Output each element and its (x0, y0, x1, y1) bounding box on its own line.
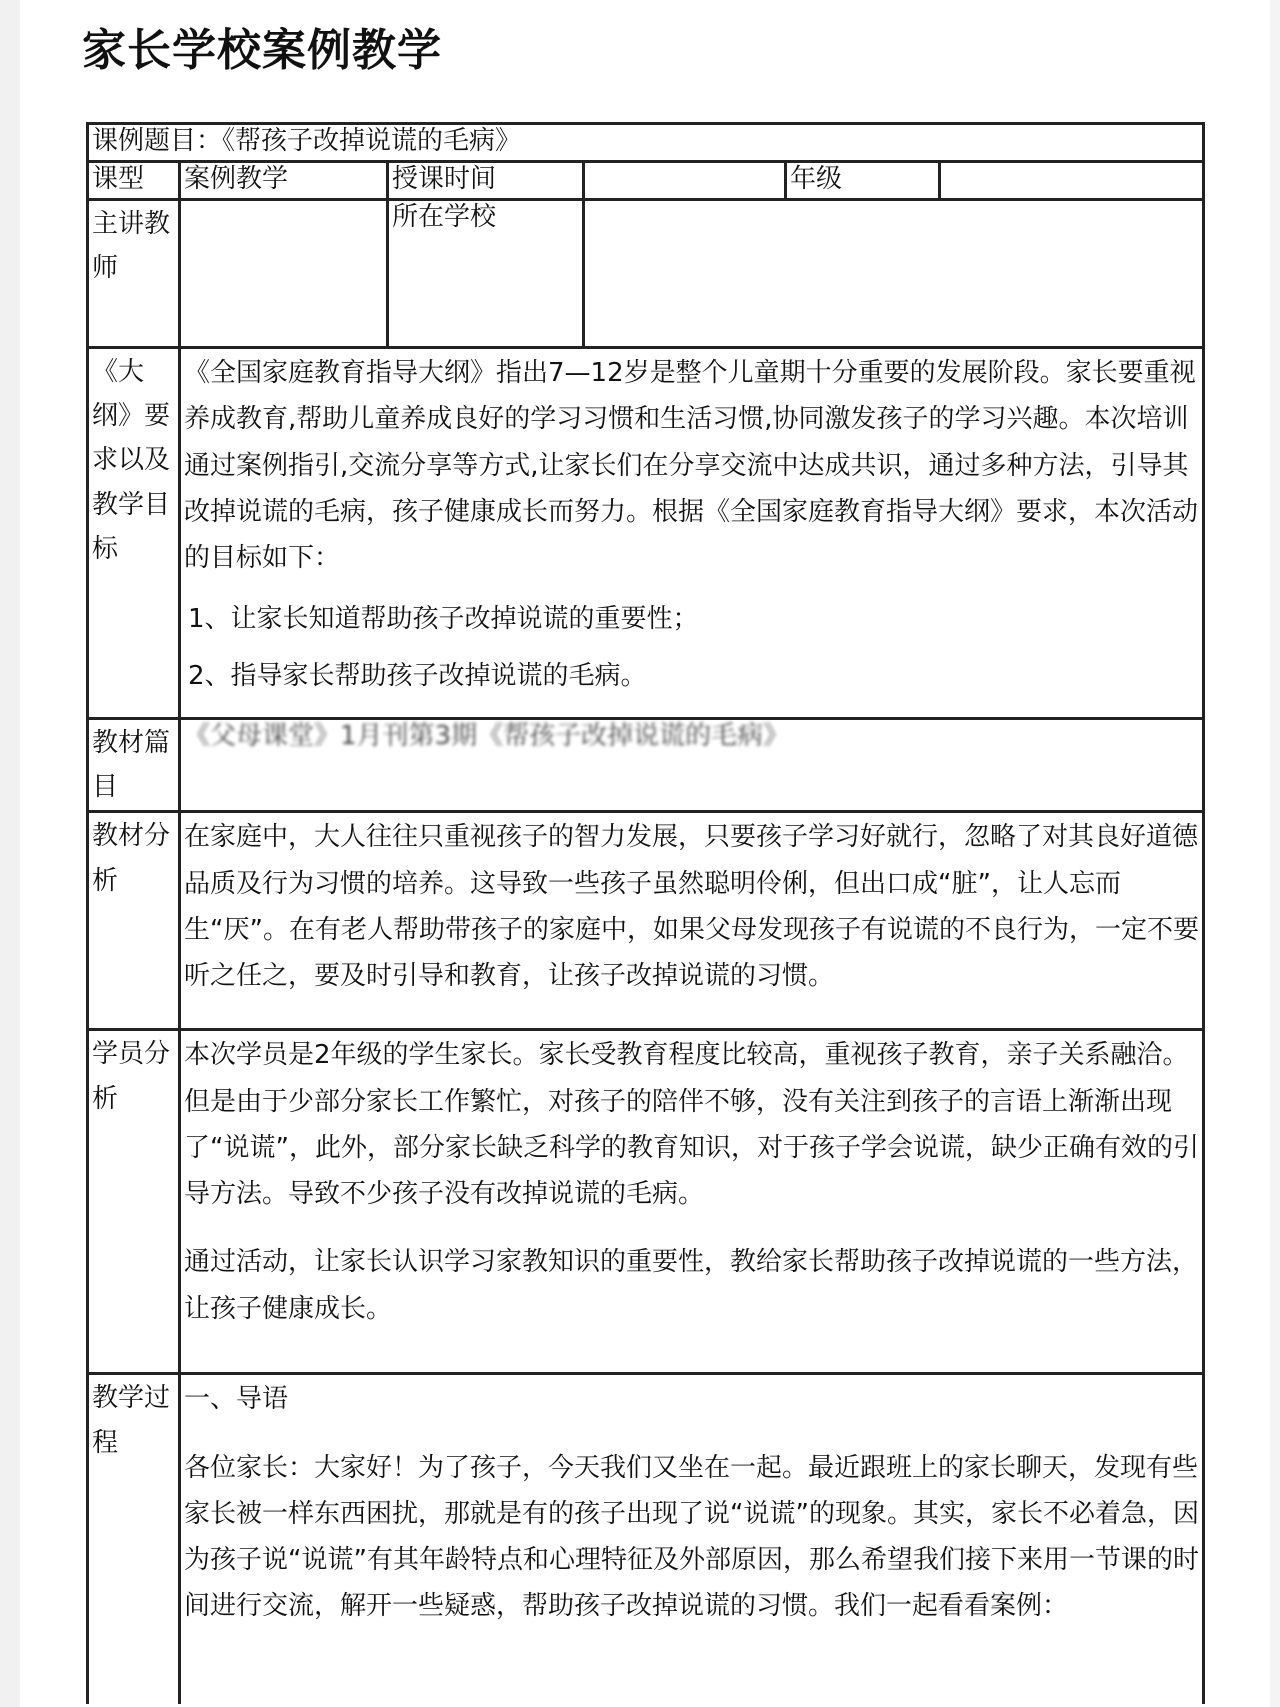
material-value: 《父母课堂》1月刊第3期《帮孩子改掉说谎的毛病》 (184, 721, 790, 751)
analysis-content (180, 812, 1204, 1030)
time-label: 授课时间 (388, 162, 584, 200)
goal-2: 2、指导家长帮助孩子改掉说谎的毛病。 (188, 660, 647, 691)
left-page-margin (0, 0, 20, 1707)
page-title: 家长学校案例教学 (82, 25, 442, 76)
school-label: 所在学校 (388, 200, 584, 348)
analysis-label: 教材分析 (88, 812, 180, 1030)
outline-label: 《大纲》要求以及教学目标 (88, 348, 180, 719)
students-text-1: 本次学员是2年级的学生家长。家长受教育程度比较高，重视孩子教育，亲子关系融洽。但是由于少部分家长工作繁忙，对孩子的陪伴不够，没有关注到孩子的言语上渐渐出现了“说谎”，此外，部分家长缺乏科学的教育知识，对于孩子学会说谎，缺少正确有效的引导方法。导致不少孩子没有改掉说谎的毛病。 (184, 1040, 1199, 1210)
material-row (88, 719, 1204, 812)
students-content (180, 1030, 1204, 1374)
analysis-text: 在家庭中，大人往往只重视孩子的智力发展，只要孩子学习好就行，忽略了对其良好道德品质及行为习惯的培养。这导致一些孩子虽然聪明伶俐，但出口成“脏”，让人忘而生“厌”。在有老人帮助带孩子的家庭中，如果父母发现孩子有说谎的不良行为，一定不要听之任之，要及时引导和教育，让孩子改掉说谎的习惯。 (184, 822, 1199, 992)
type-row (88, 162, 1204, 200)
students-row (88, 1030, 1204, 1374)
outline-row (88, 348, 1204, 719)
students-text-2: 通过活动，让家长认识学习家教知识的重要性，教给家长帮助孩子改掉说谎的一些方法，让孩子健康成长。 (184, 1247, 1199, 1324)
material-content (180, 719, 1204, 812)
right-page-margin (1270, 0, 1280, 1707)
title-row (88, 124, 1204, 162)
process-content (180, 1374, 1204, 1704)
time-value (584, 162, 786, 200)
teacher-row (88, 200, 1204, 348)
analysis-row (88, 812, 1204, 1030)
grade-value (940, 162, 1204, 200)
grade-label: 年级 (786, 162, 940, 200)
outline-paragraph: 《全国家庭教育指导大纲》指出7—12岁是整个儿童期十分重要的发展阶段。家长要重视养成教育,帮助儿童养成良好的学习习惯和生活习惯,协同激发孩子的学习兴趣。本次培训通过案例指引,交流分享等方式,让家长们在分享交流中达成共识，通过多种方法，引导其改掉说谎的毛病，孩子健康成长而努力。根据《全国家庭教育指导大纲》要求，本次活动的目标如下： (184, 358, 1199, 574)
lesson-plan-table (86, 122, 1205, 1704)
lesson-title-cell (88, 124, 1204, 162)
process-label: 教学过程 (88, 1374, 180, 1704)
students-label: 学员分析 (88, 1030, 180, 1374)
process-text: 各位家长：大家好！为了孩子，今天我们又坐在一起。最近跟班上的家长聊天，发现有些家长被一样东西困扰，那就是有的孩子出现了说“说谎”的现象。其实，家长不必着急，因为孩子说“说谎”有其年龄特点和心理特征及外部原因，那么希望我们接下来用一节课的时间进行交流，解开一些疑惑，帮助孩子改掉说谎的习惯。我们一起看看案例： (184, 1452, 1199, 1622)
outline-content (180, 348, 1204, 719)
type-value: 案例教学 (180, 162, 388, 200)
process-section-heading: 一、导语 (184, 1384, 289, 1415)
school-value (584, 200, 1204, 348)
process-row (88, 1374, 1204, 1704)
goal-1: 1、让家长知道帮助孩子改掉说谎的重要性； (188, 604, 699, 635)
teacher-value (180, 200, 388, 348)
lesson-title: 课例题目：《帮孩子改掉说谎的毛病》 (92, 126, 522, 156)
material-label: 教材篇目 (88, 719, 180, 812)
teacher-label: 主讲教师 (88, 200, 180, 348)
type-label: 课型 (88, 162, 180, 200)
